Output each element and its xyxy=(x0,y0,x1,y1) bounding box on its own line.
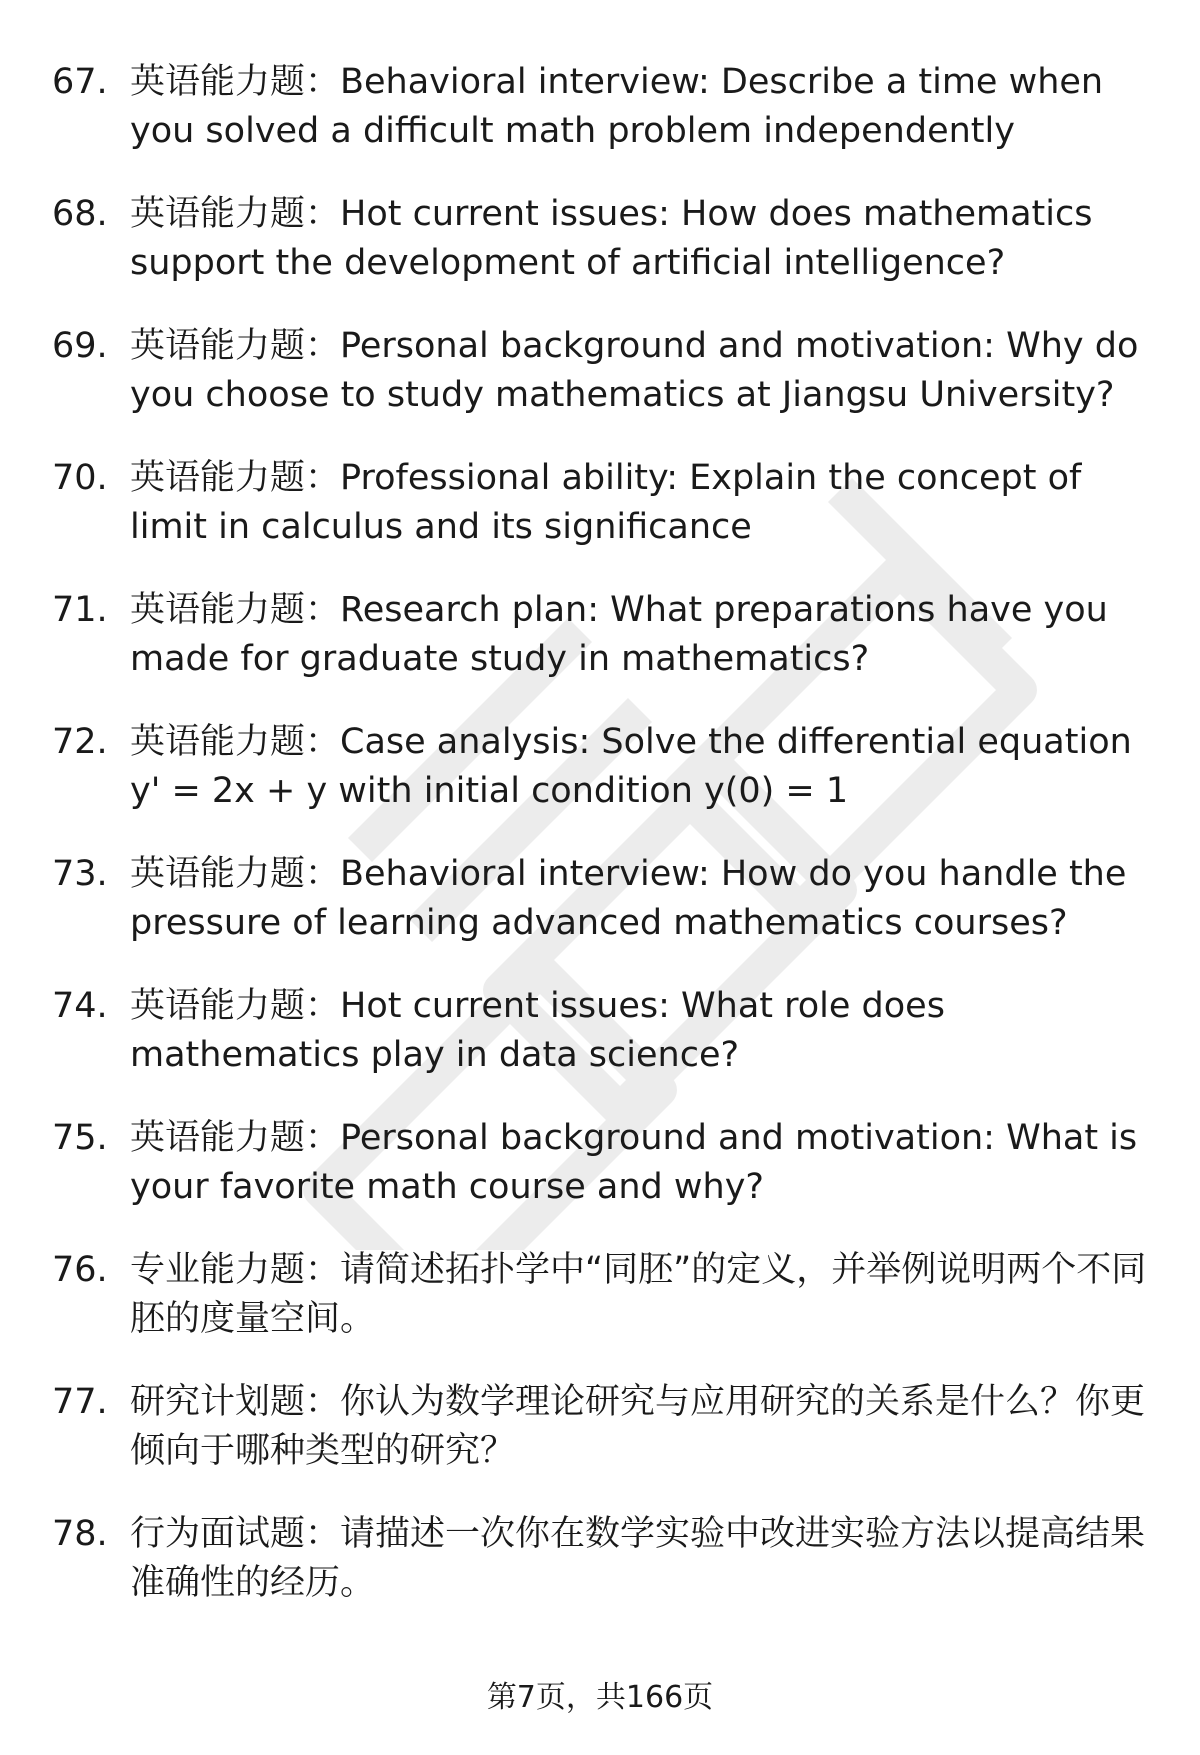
question-item xyxy=(52,1378,1162,1510)
question-text: 行为面试题：请描述一次你在数学实验中改进实验方法以提高结果准确性的经历。 xyxy=(130,1514,1146,1603)
question-list xyxy=(52,58,1162,1642)
question-text: 专业能力题：请简述拓扑学中“同胚”的定义，并举例说明两个不同胚的度量空间。 xyxy=(130,1250,1147,1339)
page-footer xyxy=(0,1678,1200,1718)
question-number: 76. xyxy=(52,1250,108,1290)
question-number: 67. xyxy=(52,62,108,102)
question-text: 研究计划题：你认为数学理论研究与应用研究的关系是什么？你更倾向于哪种类型的研究？ xyxy=(130,1382,1146,1471)
question-item xyxy=(52,586,1162,718)
question-number: 73. xyxy=(52,854,108,894)
question-text: 英语能力题：Research plan: What preparations have you made for graduate study in mathematics? xyxy=(130,590,1108,679)
question-text: 英语能力题：Personal background and motivation: Why do you choose to study mathematics at Jiangsu University? xyxy=(130,326,1139,415)
question-item xyxy=(52,58,1162,190)
question-number: 69. xyxy=(52,326,108,366)
question-number: 72. xyxy=(52,722,108,762)
question-item xyxy=(52,454,1162,586)
question-item xyxy=(52,322,1162,454)
question-text: 英语能力题：Hot current issues: What role does mathematics play in data science? xyxy=(130,986,945,1075)
page-number-label: 第7页，共166页 xyxy=(486,1680,714,1715)
question-number: 71. xyxy=(52,590,108,630)
question-item xyxy=(52,982,1162,1114)
question-text: 英语能力题：Hot current issues: How does mathematics support the development of artificial intelligence? xyxy=(130,194,1093,283)
question-number: 77. xyxy=(52,1382,108,1422)
question-text: 英语能力题：Behavioral interview: How do you handle the pressure of learning advanced mathematics courses? xyxy=(130,854,1127,943)
question-text: 英语能力题：Case analysis: Solve the differential equation y' = 2x + y with initial condition y(0) = 1 xyxy=(130,722,1132,811)
question-text: 英语能力题：Personal background and motivation: What is your favorite math course and why? xyxy=(130,1118,1138,1207)
question-number: 75. xyxy=(52,1118,108,1158)
question-item xyxy=(52,718,1162,850)
question-item xyxy=(52,1114,1162,1246)
question-item xyxy=(52,850,1162,982)
question-number: 78. xyxy=(52,1514,108,1554)
question-text: 英语能力题：Professional ability: Explain the concept of limit in calculus and its significance xyxy=(130,458,1082,547)
question-item xyxy=(52,190,1162,322)
question-number: 70. xyxy=(52,458,108,498)
question-number: 68. xyxy=(52,194,108,234)
question-text: 英语能力题：Behavioral interview: Describe a time when you solved a difficult math problem independently xyxy=(130,62,1104,151)
question-number: 74. xyxy=(52,986,108,1026)
question-item xyxy=(52,1246,1162,1378)
question-item xyxy=(52,1510,1162,1642)
